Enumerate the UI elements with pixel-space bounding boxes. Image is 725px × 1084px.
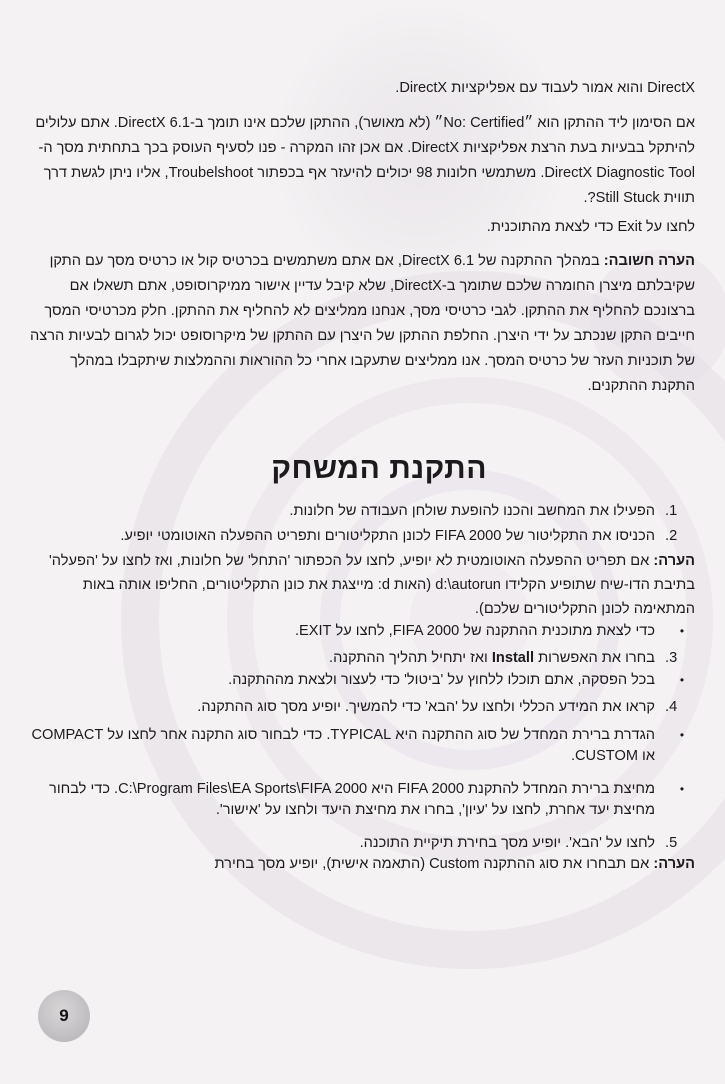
- bullet-text: הגדרת ברירת המחדל של סוג ההתקנה היא TYPICAL. כדי לבחור סוג התקנה אחר לחצו על COMPACT או CUSTOM.: [31, 726, 655, 764]
- exit-instruction: לחצו על Exit כדי לצאת מהתוכנית.: [486, 218, 695, 235]
- step-number: 1.: [665, 503, 678, 519]
- list-item: [30, 670, 695, 692]
- list-item: [30, 779, 695, 822]
- step-text: לחצו על 'הבא'. יופיע מסך בחירת תיקיית התוכנה.: [359, 834, 655, 851]
- section-title: התקנת המשחק: [271, 452, 487, 485]
- note-text: אם תבחרו את סוג ההתקנה Custom (התאמה אישית), יופיע מסך בחירת: [214, 856, 654, 872]
- page-number: 9: [38, 990, 90, 1042]
- list-item: [30, 697, 695, 719]
- bullet-icon: •: [679, 623, 685, 638]
- bullet-text: כדי לצאת מתוכנית ההתקנה של FIFA 2000, לחצו על EXIT.: [294, 622, 655, 639]
- bullet-icon: •: [679, 672, 685, 687]
- important-note: [30, 249, 695, 399]
- install-option: Install: [491, 650, 535, 666]
- list-item: [30, 833, 695, 855]
- step-number: 4.: [665, 699, 678, 715]
- list-item: [30, 648, 695, 670]
- step-text: הפעילו את המחשב והכנו להופעת שולחן העבודה של חלונות.: [289, 503, 655, 519]
- bullet-icon: •: [679, 781, 685, 796]
- list-item: [30, 621, 695, 643]
- bullet-text: מחיצת ברירת המחדל להתקנת FIFA 2000 היא C:\Program Files\EA Sports\FIFA 2000. כדי לבחור מחיצת יעד אחרת, לחצו על 'עיון', בחרו את מחיצת היעד ולחצו על 'אישור'.: [49, 780, 655, 818]
- note-label: הערה:: [653, 856, 695, 872]
- list-item: [30, 725, 695, 768]
- important-note-label: הערה חשובה:: [603, 253, 695, 269]
- note-label: הערה:: [653, 552, 695, 569]
- document-body: [30, 78, 695, 876]
- bullet-icon: •: [679, 727, 685, 742]
- step-text-post: ואז יתחיל תהליך ההתקנה.: [329, 650, 492, 666]
- certification-paragraph: אם הסימון ליד ההתקן הוא ״No: Certified״ (לא מאושר), ההתקן שלכם אינו תומך ב-DirectX 6.1. אתם עלולים להיתקל בבעיות בעת הרצת אפליקציות DirectX. אם אכן זהו המקרה - פנו לסעיף העוסק בכך בתחתית מסך ה-DirectX Diagnostic Tool. משתמשי חלונות 98 יכולים להיעזר אף בכפתור Troubelshoot, אליו ניתן לגשת דרך תווית Still Stuck?.: [35, 114, 695, 206]
- step-number: 2.: [665, 527, 678, 544]
- step-text-pre: בחרו את האפשרות: [534, 650, 655, 666]
- custom-note: [30, 854, 695, 876]
- intro-line: DirectX והוא אמור לעבוד עם אפליקציות DirectX.: [395, 80, 695, 96]
- step-number: 5.: [665, 834, 678, 851]
- autorun-note: [30, 549, 695, 621]
- bullet-text: בכל הפסקה, אתם תוכלו ללחוץ על 'ביטול' כדי לעצור ולצאת מההתקנה.: [228, 671, 655, 688]
- list-item: [30, 501, 695, 523]
- list-item: [30, 523, 695, 549]
- note-text: אם תפריט ההפעלה האוטומטית לא יופיע, לחצו על הכפתור 'התחל' של חלונות, ואז לחצו על 'הפעלה' בתיבת הדו-שיח שתופיע הקלידו d:\autorun (האות d: מייצגת את כונן התקליטורים, החליפו אותה באות המתאימה לכונן התקליטורים שלכם).: [48, 552, 695, 617]
- important-note-text: במהלך ההתקנה של DirectX 6.1, אם אתם משתמשים בכרטיס קול או כרטיס מסך עם התקן שקיבלתם מיצרן החומרה שלכם שתומך ב-DirectX, שלא קיבל עדיין אישור ממיקרוסופט, אתם תשאלו אם ברצונכם להחליף את ההתקן. לגבי כרטיסי מסך, אנחנו ממליצים לא להחליף את ההתקן. חלק מכרטיסי המסך חייבים התקן שנכתב על ידי היצרן. החלפת ההתקן של היצרן עם ההתקן של מיקרוסופט יכול לגרום לבעיות הרצה של תוכניות העזר של כרטיס המסך. אנו ממליצים שתעקבו אחרי כל ההוראות וההמלצות שיתקבלו במהלך התקנת ההתקנים.: [30, 253, 695, 394]
- step-number: 3.: [665, 650, 678, 666]
- step-text: הכניסו את התקליטור של FIFA 2000 לכונן התקליטורים ותפריט ההפעלה האוטומטי יופיע.: [120, 527, 655, 544]
- step-text: קראו את המידע הכללי ולחצו על 'הבא' כדי להמשיך. יופיע מסך סוג ההתקנה.: [197, 699, 655, 715]
